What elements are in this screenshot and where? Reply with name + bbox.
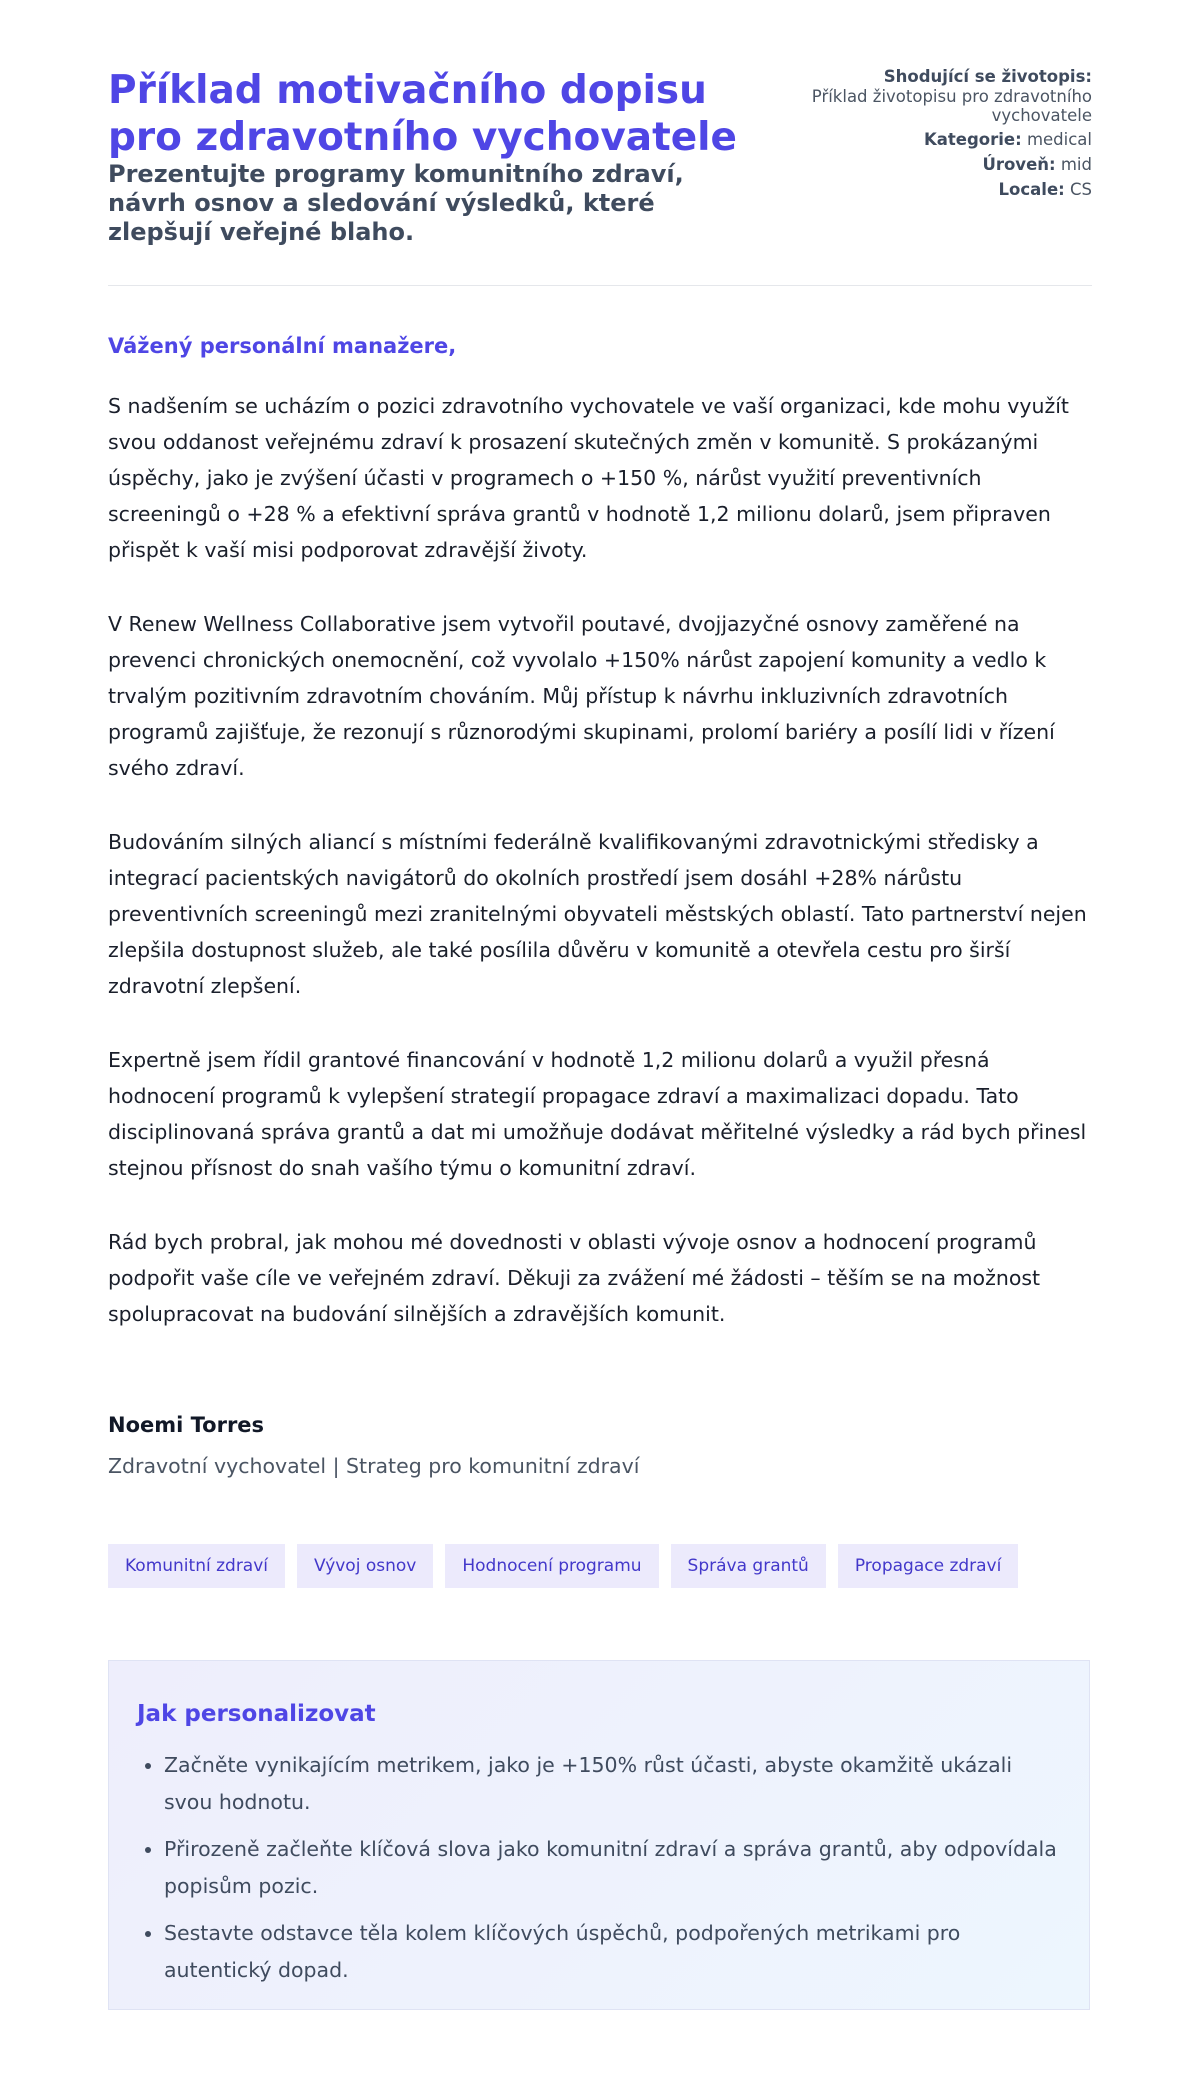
meta-resume-link[interactable]: Příklad životopisu pro zdravotního vychovatele <box>811 87 1092 125</box>
meta-locale <box>792 180 1092 200</box>
signature-block <box>108 1410 639 1480</box>
meta-resume-label: Shodující se životopis: <box>883 67 1092 86</box>
page-title: Příklad motivačního dopisu pro zdravotního vychovatele <box>108 68 737 160</box>
letter-paragraph: Rád bych probral, jak mohou mé dovednosti v oblasti vývoje osnov a hodnocení programů podpořit vaše cíle ve veřejném zdraví. Děkuji za zvážení mé žádosti – těším se na možnost spolupracovat na budování silnějších a zdravějších komunit. <box>108 1230 1041 1326</box>
letter-body <box>108 388 1098 1370</box>
tips-title: Jak personalizovat <box>137 1701 376 1727</box>
tips-list <box>137 1747 1064 1999</box>
personalization-tips <box>108 1660 1090 2010</box>
meta-matching-resume <box>792 67 1092 125</box>
cover-letter-page <box>108 0 1092 1982</box>
meta-category <box>792 130 1092 150</box>
meta-category-value: medical <box>1026 130 1092 149</box>
skill-tags <box>108 1544 1018 1588</box>
tip-item: • Začněte vynikajícím metrikem, jako je +150% růst účasti, abyste okamžitě ukázali svou hodnotu. <box>164 1747 1064 1821</box>
letter-paragraph: V Renew Wellness Collaborative jsem vytvořil poutavé, dvojjazyčné osnovy zaměřené na prevenci chronických onemocnění, což vyvolalo +150% nárůst zapojení komunity a vedlo k trvalým pozitivním zdravotním chováním. Můj přístup k návrhu inkluzivních zdravotních programů zajišťuje, že rezonují s různorodými skupinami, prolomí bariéry a posílí lidi v řízení svého zdraví. <box>108 612 1055 780</box>
signature-name: Noemi Torres <box>108 1413 265 1437</box>
letter-greeting: Vážený personální manažere, <box>108 334 457 358</box>
letter-paragraph: S nadšením se ucházím o pozici zdravotního vychovatele ve vaší organizaci, kde mohu využít svou oddanost veřejnému zdraví k prosazení skutečných změn v komunitě. S prokázanými úspěchy, jako je zvýšení účasti v programech o +150 %, nárůst využití preventivních screeningů o +28 % a efektivní správa grantů v hodnotě 1,2 milionu dolarů, jsem připraven přispět k vaší misi podporovat zdravější životy. <box>108 394 1069 562</box>
meta-panel <box>792 67 1092 205</box>
tag-komunitni-zdravi[interactable]: Komunitní zdraví <box>108 1544 285 1588</box>
tag-propagace-zdravi[interactable]: Propagace zdraví <box>838 1544 1019 1588</box>
letter-paragraph: Expertně jsem řídil grantové financování v hodnotě 1,2 milionu dolarů a využil přesná hodnocení programů k vylepšení strategií propagace zdraví a maximalizaci dopadu. Tato disciplinovaná správa grantů a dat mi umožňuje dodávat měřitelné výsledky a rád bych přinesl stejnou přísnost do snah vašího týmu o komunitní zdraví. <box>108 1048 1087 1180</box>
meta-level-value: mid <box>1060 155 1092 174</box>
letter-paragraph: Budováním silných aliancí s místními federálně kvalifikovanými zdravotnickými středisky a integrací pacientských navigátorů do okolních prostředí jsem dosáhl +28% nárůstu preventivních screeningů mezi zranitelnými obyvateli městských oblastí. Tato partnerství nejen zlepšila dostupnost služeb, ale také posílila důvěru v komunitě a otevřela cestu pro širší zdravotní zlepšení. <box>108 830 1087 998</box>
page-header <box>108 0 1092 286</box>
signature-role: Zdravotní vychovatel | Strateg pro komunitní zdraví <box>108 1454 640 1478</box>
meta-level-label: Úroveň: <box>982 155 1056 174</box>
tag-vyvoj-osnov[interactable]: Vývoj osnov <box>297 1544 433 1588</box>
tag-sprava-grantu[interactable]: Správa grantů <box>671 1544 826 1588</box>
page-subtitle: Prezentujte programy komunitního zdraví, návrh osnov a sledování výsledků, které zlepšují veřejné blaho. <box>108 160 684 246</box>
tip-item: • Přirozeně začleňte klíčová slova jako komunitní zdraví a správa grantů, aby odpovídala popisům pozic. <box>164 1831 1064 1905</box>
meta-locale-value: CS <box>1070 180 1092 199</box>
tag-hodnoceni-programu[interactable]: Hodnocení programu <box>445 1544 658 1588</box>
meta-level <box>792 155 1092 175</box>
meta-category-label: Kategorie: <box>923 130 1022 149</box>
meta-locale-label: Locale: <box>998 180 1065 199</box>
tip-item: • Sestavte odstavce těla kolem klíčových úspěchů, podpořených metrikami pro autentický dopad. <box>164 1915 1064 1989</box>
